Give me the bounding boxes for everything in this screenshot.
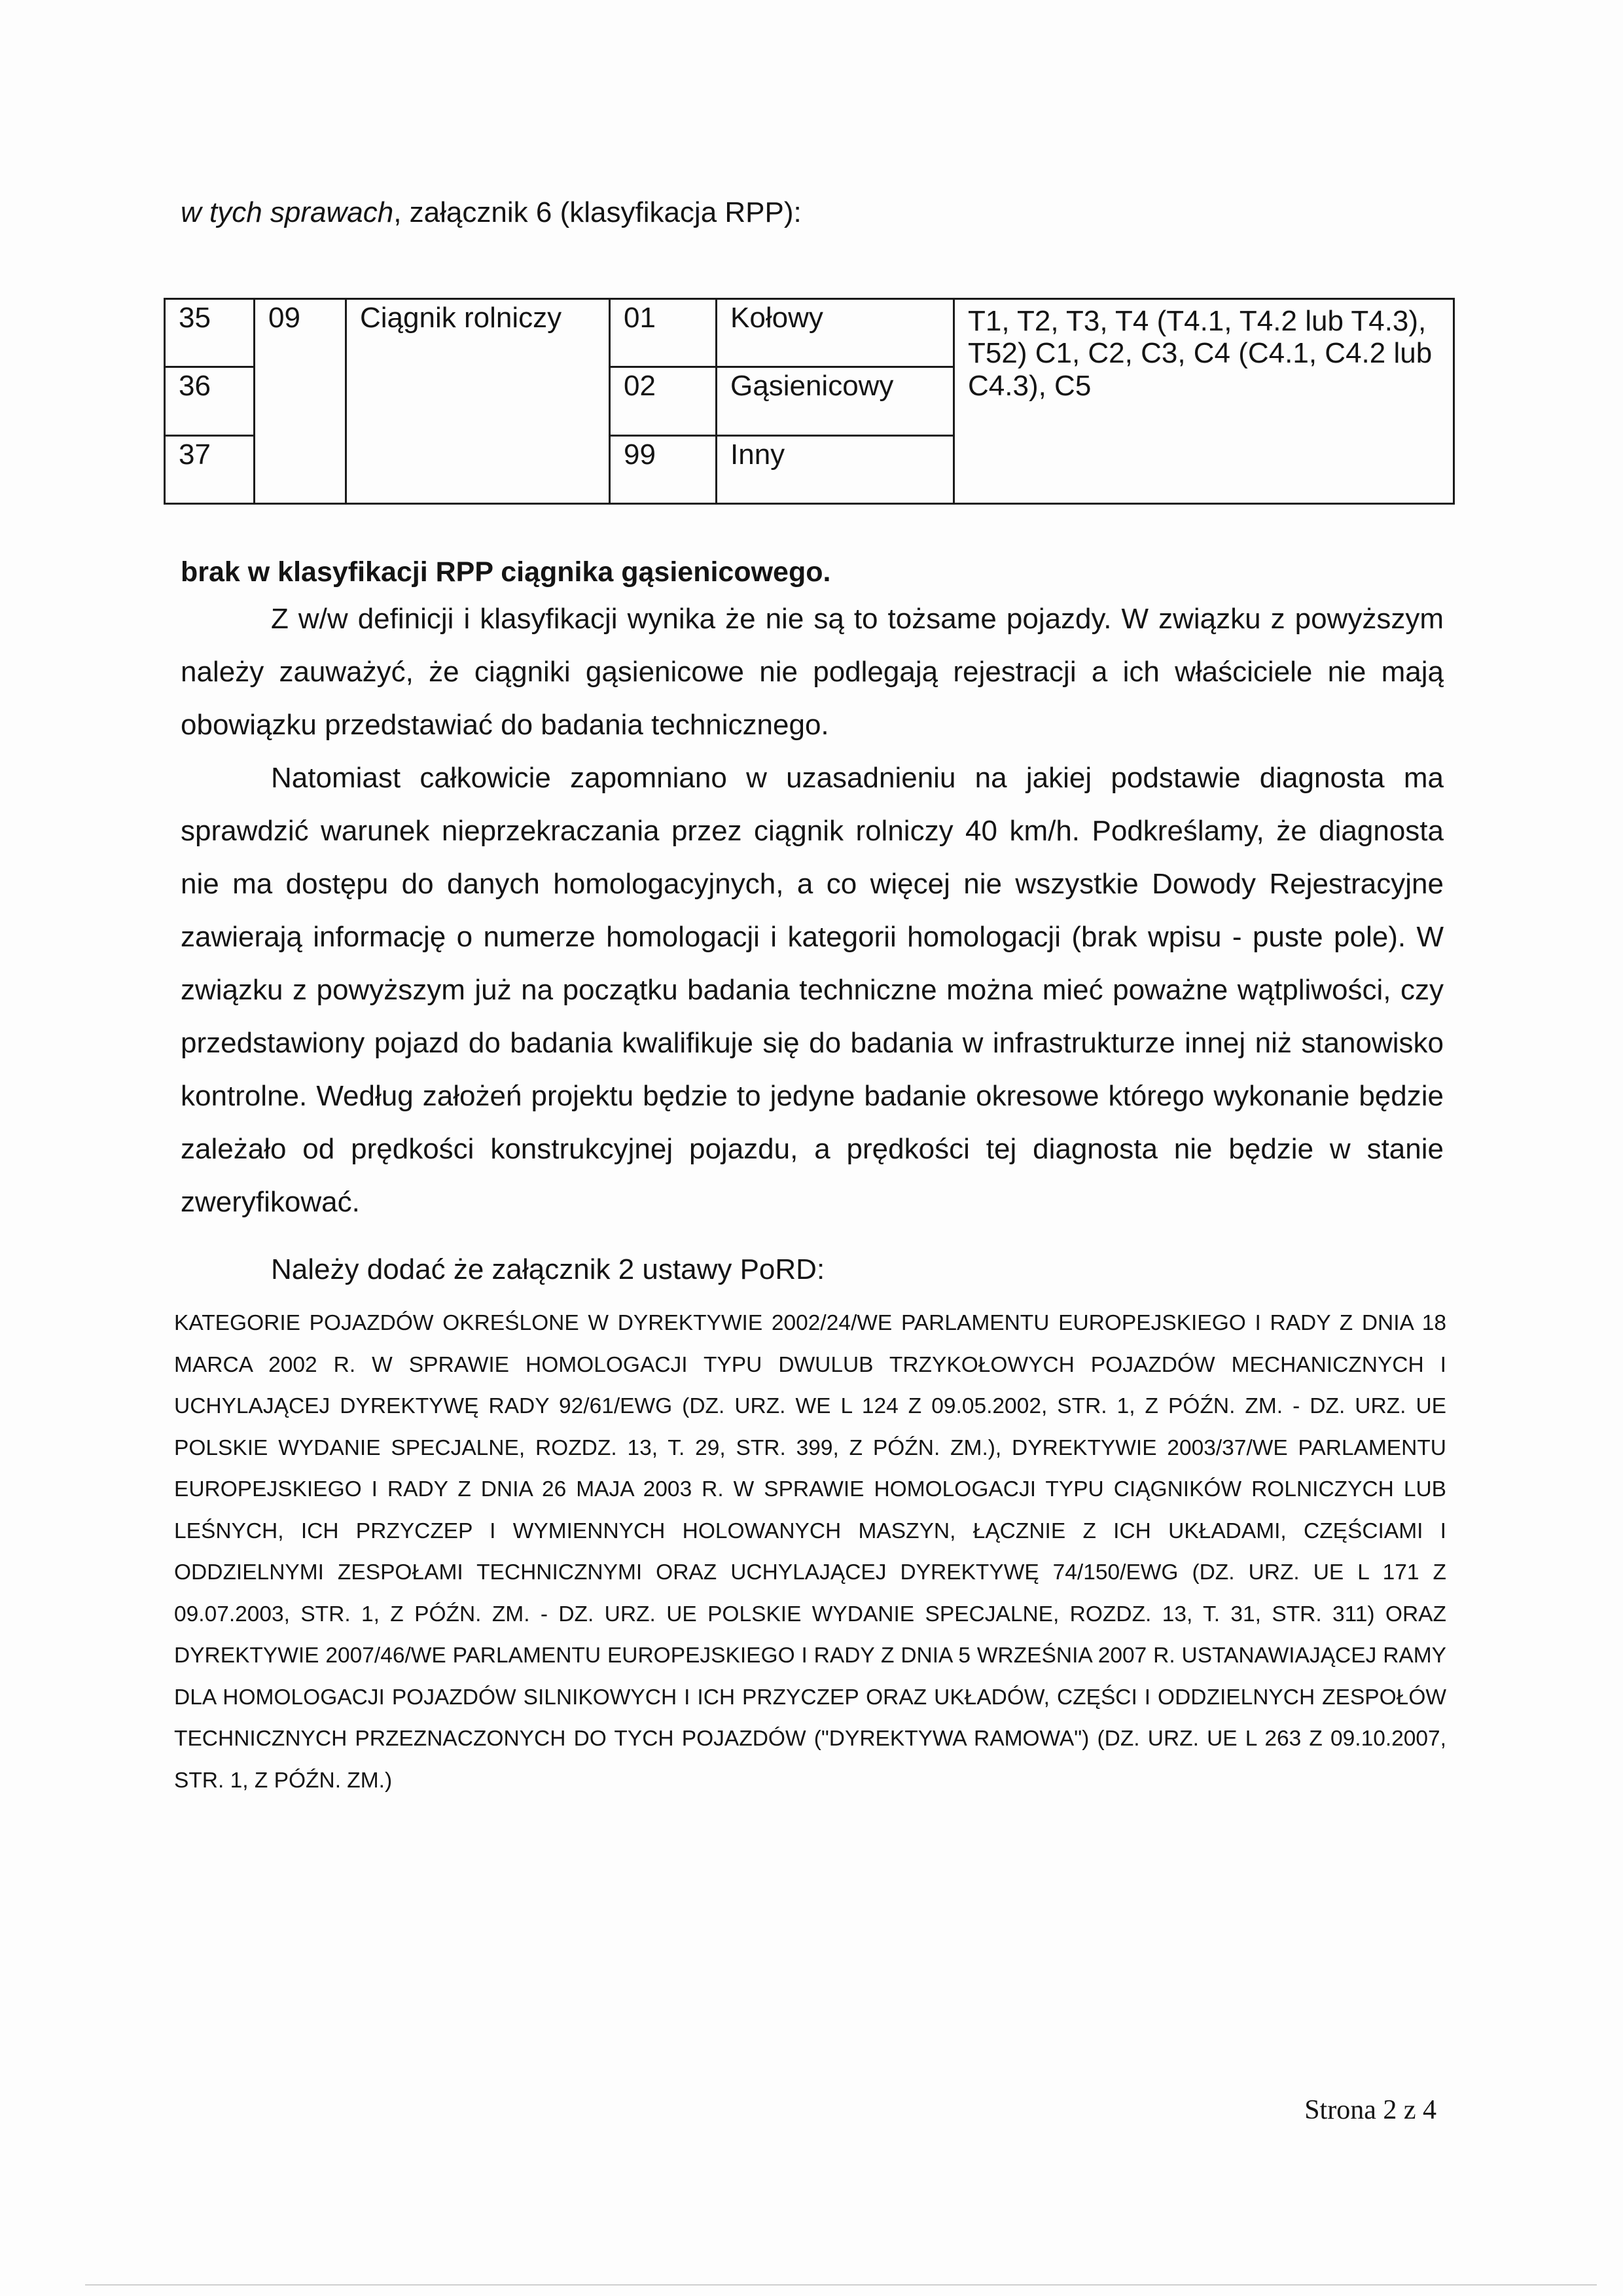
paragraph-3: Należy dodać że załącznik 2 ustawy PoRD: bbox=[271, 1253, 825, 1285]
page-number: Strona 2 z 4 bbox=[1304, 2095, 1436, 2125]
table-cell: Inny bbox=[717, 435, 954, 503]
table-cell: Gąsienicowy bbox=[717, 367, 954, 435]
scan-edge-line bbox=[85, 2284, 1597, 2286]
legal-citation-caps: KATEGORIE POJAZDÓW OKREŚLONE W DYREKTYWIE 2002/24/WE PARLAMENTU EUROPEJSKIEGO I RADY Z DNIA 18 MARCA 2002 R. W SPRAWIE HOMOLOGACJI TYPU DWULUB TRZYKOŁOWYCH POJAZDÓW MECHANICZNYCH I UCHYLAJĄCEJ DYREKTYWĘ RADY 92/61/EWG (DZ. URZ. WE L 124 Z 09.05.2002, STR. 1, Z PÓŹN. ZM. - DZ. URZ. UE POLSKIE WYDANIE SPECJALNE, ROZDZ. 13, T. 29, STR. 399, Z PÓŹN. ZM.), DYREKTYWIE 2003/37/WE PARLAMENTU EUROPEJSKIEGO I RADY Z DNIA 26 MAJA 2003 R. W SPRAWIE HOMOLOGACJI TYPU CIĄGNIKÓW ROLNICZYCH LUB LEŚNYCH, ICH PRZYCZEP I WYMIENNYCH HOLOWANYCH MASZYN, ŁĄCZNIE Z ICH UKŁADAMI, CZĘŚCIAMI I ODDZIELNYMI ZESPOŁAMI TECHNICZNYMI ORAZ UCHYLAJĄCEJ DYREKTYWĘ 74/150/EWG (DZ. URZ. UE L 171 Z 09.07.2003, STR. 1, Z PÓŹN. ZM. - DZ. URZ. UE POLSKIE WYDANIE SPECJALNE, ROZDZ. 13, T. 31, STR. 311) ORAZ DYREKTYWIE 2007/46/WE PARLAMENTU EUROPEJSKIEGO I RADY Z DNIA 5 WRZEŚNIA 2007 R. USTANAWIAJĄCEJ RAMY DLA HOMOLOGACJI POJAZDÓW SILNIKOWYCH I ICH PRZYCZEP ORAZ UKŁADÓW, CZĘŚCI I ODDZIELNYCH ZESPOŁÓW TECHNICZNYCH PRZEZNACZONYCH DO TYCH POJAZDÓW ("DYREKTYWA RAMOWA") (DZ. URZ. UE L 263 Z 09.10.2007, STR. 1, Z PÓŹN. ZM.) bbox=[174, 1311, 1446, 1793]
rpp-classification-table bbox=[164, 298, 1455, 505]
intro-line bbox=[181, 196, 802, 229]
table-cell: 36 bbox=[165, 367, 255, 435]
table-row bbox=[165, 299, 1454, 367]
table-cell: Ciągnik rolniczy bbox=[346, 299, 610, 504]
paragraph-1: Z w/w definicji i klasyfikacji wynika że nie są to tożsame pojazdy. W związku z powyższym należy zauważyć, że ciągniki gąsienicowe nie podlegają rejestracji a ich właściciele nie mają obowiązku przedstawiać do badania technicznego. bbox=[181, 603, 1444, 741]
table-cell: 02 bbox=[610, 367, 717, 435]
intro-rest: , załącznik 6 (klasyfikacja RPP): bbox=[393, 196, 802, 228]
table-cell: 35 bbox=[165, 299, 255, 367]
paragraph-2: Natomiast całkowicie zapomniano w uzasadnieniu na jakiej podstawie diagnosta ma sprawdzić warunek nieprzekraczania przez ciągnik rolniczy 40 km/h. Podkreślamy, że diagnosta nie ma dostępu do danych homologacyjnych, a co więcej nie wszystkie Dowody Rejestracyjne zawierają informację o numerze homologacji i kategorii homologacji (brak wpisu - puste pole). W związku z powyższym już na początku badania techniczne można mieć poważne wątpliwości, czy przedstawiony pojazd do badania kwalifikuje się do badania w infrastrukturze innej niż stanowisko kontrolne. Według założeń projektu będzie to jedyne badanie okresowe którego wykonanie będzie zależało od prędkości konstrukcyjnej pojazdu, a prędkości tej diagnosta nie będzie w stanie zweryfikować. bbox=[181, 762, 1444, 1218]
table-cell: Kołowy bbox=[717, 299, 954, 367]
intro-italic: w tych sprawach bbox=[181, 196, 394, 228]
table-cell-categories: T1, T2, T3, T4 (T4.1, T4.2 lub T4.3), T52) C1, C2, C3, C4 (C4.1, C4.2 lub C4.3), C5 bbox=[954, 299, 1454, 504]
table-cell: 37 bbox=[165, 435, 255, 503]
bold-statement: brak w klasyfikacji RPP ciągnika gąsienicowego. bbox=[181, 556, 831, 588]
table-cell: 99 bbox=[610, 435, 717, 503]
table-cell: 01 bbox=[610, 299, 717, 367]
table-cell: 09 bbox=[255, 299, 346, 504]
